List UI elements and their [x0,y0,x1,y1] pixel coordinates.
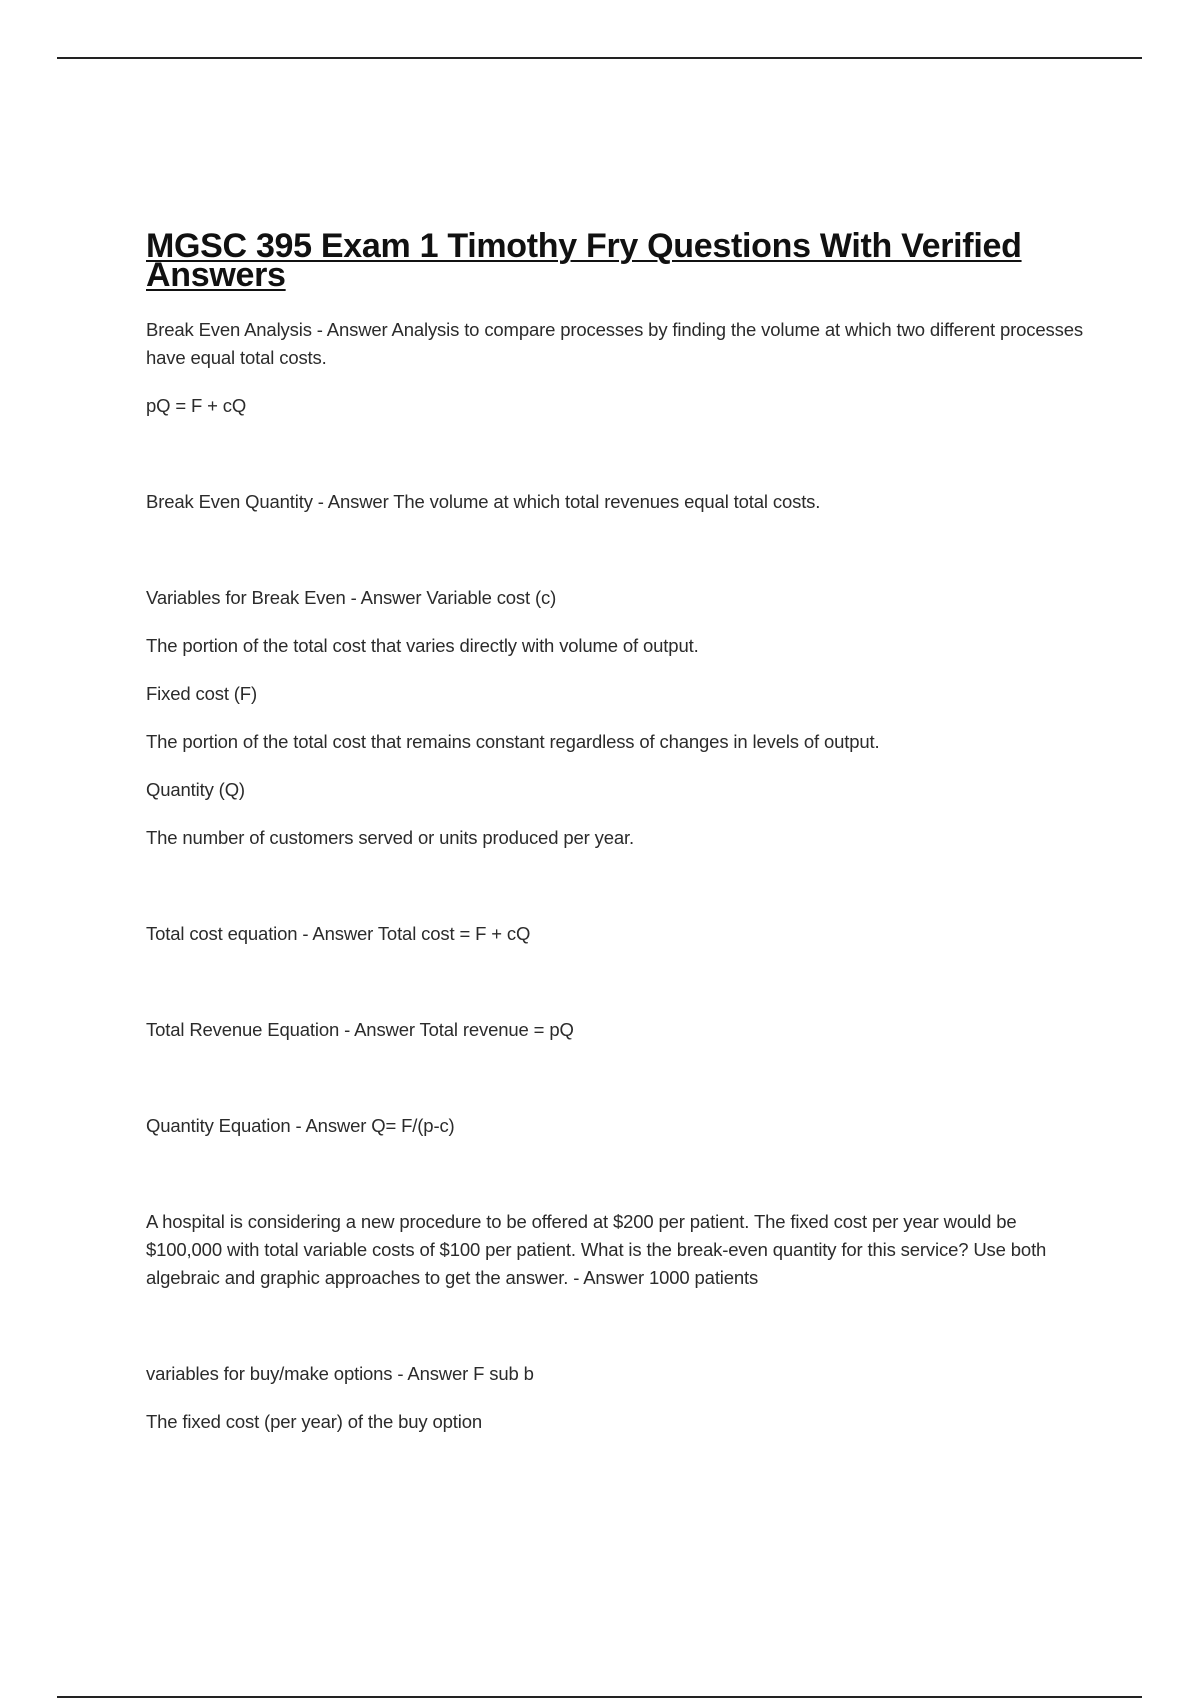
qa-buy-make-variables: variables for buy/make options - Answer F sub b [146,1363,534,1384]
bottom-rule [57,1696,1142,1698]
top-rule [57,57,1142,59]
quantity-definition: The number of customers served or units produced per year. [146,827,634,848]
qa-total-revenue-equation: Total Revenue Equation - Answer Total revenue = pQ [146,1019,574,1040]
qa-break-even-analysis: Break Even Analysis - Answer Analysis to compare processes by finding the volume at which two different processes have equal total costs. [146,319,1083,368]
qa-total-cost-equation: Total cost equation - Answer Total cost = F + cQ [146,923,531,944]
variable-cost-definition: The portion of the total cost that varies directly with volume of output. [146,635,699,656]
qa-quantity-equation: Quantity Equation - Answer Q= F/(p-c) [146,1115,455,1136]
document-title: MGSC 395 Exam 1 Timothy Fry Questions With Verified Answers [146,227,1022,294]
document-body [146,227,1086,1436]
qa-hospital-problem: A hospital is considering a new procedure to be offered at $200 per patient. The fixed cost per year would be $100,000 with total variable costs of $100 per patient. What is the break-even quantity for this service? Use both algebraic and graphic approaches to get the answer. - Answer 1000 patients [146,1211,1047,1288]
fixed-cost-label: Fixed cost (F) [146,683,257,704]
quantity-label: Quantity (Q) [146,779,245,800]
formula-break-even: pQ = F + cQ [146,395,247,416]
qa-variables-break-even: Variables for Break Even - Answer Variable cost (c) [146,587,557,608]
fixed-cost-definition: The portion of the total cost that remains constant regardless of changes in levels of output. [146,731,880,752]
qa-break-even-quantity: Break Even Quantity - Answer The volume at which total revenues equal total costs. [146,491,821,512]
buy-option-fixed-cost-definition: The fixed cost (per year) of the buy option [146,1411,482,1432]
